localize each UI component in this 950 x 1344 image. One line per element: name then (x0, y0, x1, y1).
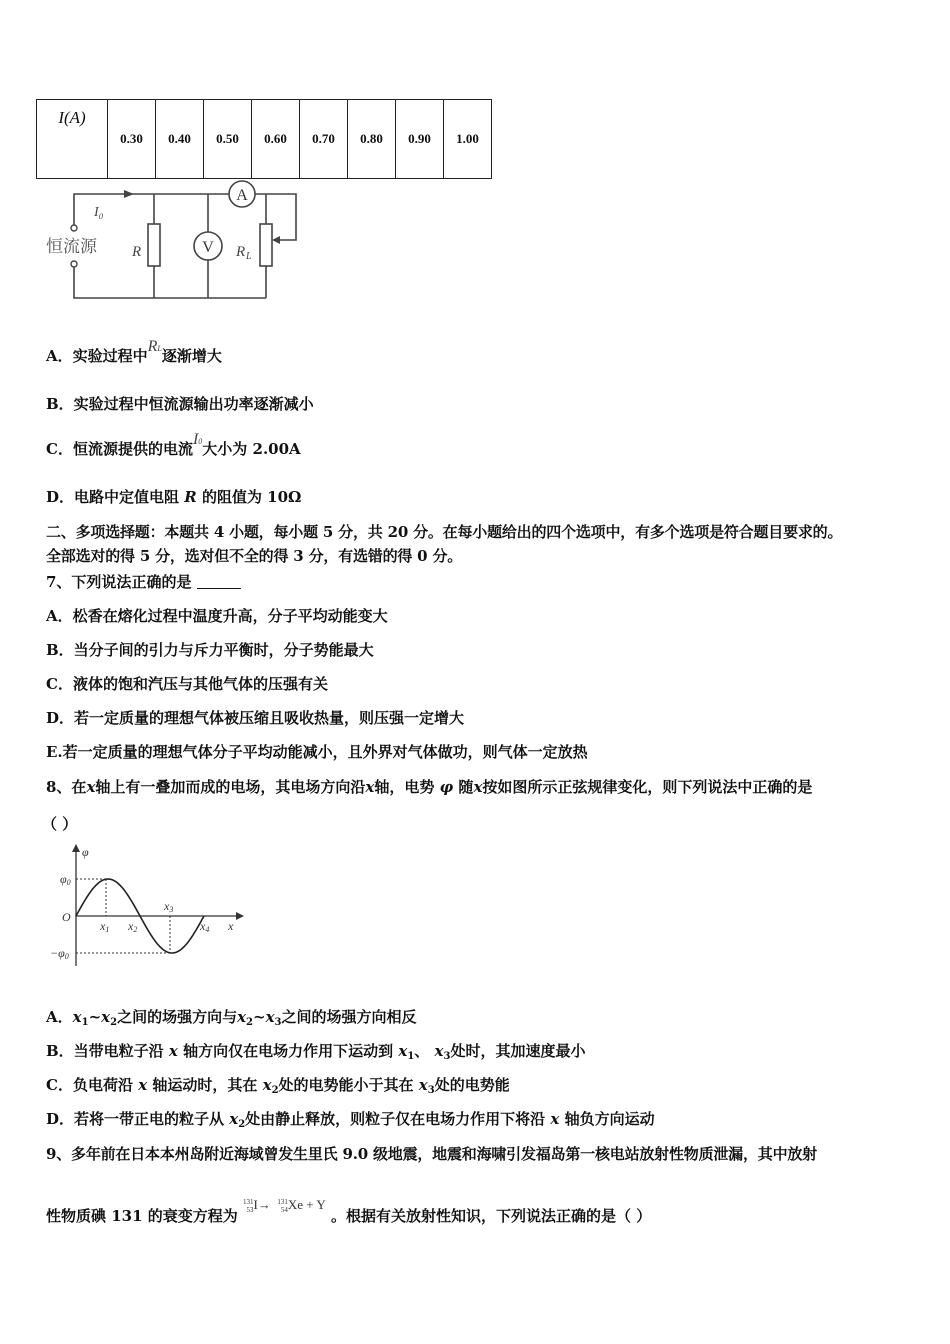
symbol-sub: 3 (274, 1017, 282, 1028)
symbol-x: x (138, 1076, 148, 1094)
question-text: 随 (458, 778, 474, 796)
table-cell: 0.70 (300, 100, 348, 179)
q7-option-a: A．松香在熔化过程中温度升高，分子平均动能变大 (46, 607, 388, 625)
nuclide-i131 (243, 1198, 254, 1214)
symbol-sub: 3 (443, 1051, 451, 1062)
circuit-diagram (40, 176, 310, 306)
table-cell: 0.50 (204, 100, 252, 179)
q7-option-e: E.若一定质量的理想气体分子平均动能减小，且外界对气体做功，则气体一定放热 (46, 743, 588, 761)
symbol-tilde: ~ (88, 1008, 102, 1026)
q7-option-b: B．当分子间的引力与斥力平衡时，分子势能最大 (46, 641, 374, 659)
option-text: 轴方向仅在电场力作用下运动到 (183, 1042, 394, 1060)
x-axis-arrow-icon (236, 912, 244, 920)
option-text: 、 (414, 1042, 430, 1060)
neg-phi0-label: −φ0 (50, 946, 69, 961)
atomic-number: 54 (280, 1206, 288, 1215)
origin-label: O (62, 910, 71, 924)
symbol-phi: φ (439, 778, 454, 796)
question-text: 轴，电势 (374, 778, 435, 796)
x4-label: x4 (200, 919, 210, 934)
q7-stem (46, 571, 241, 592)
current-data-table (36, 99, 492, 179)
table-cell: 1.00 (444, 100, 492, 179)
table-row (37, 100, 492, 179)
resistor-label: R (132, 244, 142, 260)
symbol-sub: 2 (271, 1085, 279, 1096)
symbol-x: x (168, 1042, 178, 1060)
option-text: 轴负方向运动 (564, 1110, 655, 1128)
option-text: A． (46, 1008, 73, 1026)
x-axis-label: x (228, 919, 234, 933)
q6-option-c (46, 431, 301, 459)
q8-option-b (46, 1040, 585, 1062)
terminal-icon (71, 261, 77, 267)
q7-option-c: C．液体的饱和汽压与其他气体的压强有关 (46, 675, 328, 693)
symbol-i0: I (192, 431, 199, 448)
q7-option-d: D．若一定质量的理想气体被压缩且吸收热量，则压强一定增大 (46, 709, 465, 727)
symbol-x: x (229, 1110, 239, 1128)
symbol-sub: 2 (238, 1119, 246, 1130)
option-text: 逐渐增大 (161, 347, 222, 365)
option-text: C．负电荷沿 (46, 1076, 133, 1094)
q8-option-d (46, 1108, 655, 1130)
symbol-sub: 2 (110, 1017, 118, 1028)
option-text: 处的电势能小于其在 (278, 1076, 414, 1094)
decay-equation (243, 1197, 326, 1214)
symbol-x: x (434, 1042, 444, 1060)
option-text: 轴运动时，其在 (152, 1076, 258, 1094)
symbol-x: x (101, 1008, 111, 1026)
phi0-label: φ0 (60, 872, 71, 887)
symbol-x: x (550, 1110, 560, 1128)
table-cell: 0.90 (396, 100, 444, 179)
current-arrow-icon (124, 190, 134, 198)
option-text: 大小为 2.00A (202, 440, 301, 458)
option-text: 处由静止释放，则粒子仅在电场力作用下将沿 (245, 1110, 546, 1128)
ammeter-label: A (236, 187, 248, 204)
table-cell: 0.60 (252, 100, 300, 179)
symbol-tilde: ~ (253, 1008, 266, 1026)
atomic-number: 53 (246, 1206, 254, 1215)
symbol-rl: R (147, 338, 158, 355)
x2-label: x2 (128, 919, 138, 934)
current-label: I₀ (94, 205, 104, 220)
symbol-sub: 2 (246, 1017, 253, 1028)
answer-blank[interactable] (197, 574, 241, 589)
x3-label: x3 (164, 899, 174, 914)
section2-instructions (46, 520, 926, 568)
q8-option-a (46, 1006, 417, 1028)
element-symbol: Xe + Y (287, 1197, 326, 1212)
question-text: 轴上有一叠加而成的电场，其电场方向沿 (95, 778, 366, 796)
q8-stem (46, 776, 812, 797)
symbol-sub: 0 (198, 437, 203, 446)
mass-number: 131 (243, 1198, 254, 1207)
symbol-sub: 3 (427, 1085, 435, 1096)
symbol-x: x (265, 1008, 275, 1026)
phi-axis-arrow-icon (72, 844, 80, 852)
question-text: 。根据有关放射性知识，下列说法正确的是（ ） (330, 1207, 652, 1225)
terminal-icon (71, 225, 77, 231)
x1-label: x1 (100, 919, 110, 934)
option-text: A．实验过程中 (46, 347, 148, 365)
q9-stem-line1: 9、多年前在日本本州岛附近海域曾发生里氏 9.0 级地震，地震和海啸引发福岛第一核电站放射性物质泄漏，其中放射 (46, 1145, 817, 1163)
symbol-x: x (72, 1008, 82, 1026)
instruction-line: 二、多项选择题：本题共 4 小题，每小题 5 分，共 20 分。在每小题给出的四个选项中，有多个选项是符合题目要求的。 (46, 523, 843, 541)
symbol-r: R (184, 488, 197, 506)
symbol-x: x (418, 1076, 428, 1094)
q8-option-c (46, 1074, 510, 1096)
option-text: C．恒流源提供的电流 (46, 440, 193, 458)
voltmeter-label: V (202, 239, 214, 256)
q6-option-a (46, 338, 222, 366)
phi-axis-label: φ (82, 845, 89, 859)
option-text: B．当带电粒子沿 (46, 1042, 164, 1060)
question-text: 按如图所示正弦规律变化，则下列说法中正确的是 (482, 778, 813, 796)
symbol-x: x (365, 778, 375, 796)
q6-option-b: B．实验过程中恒流源输出功率逐渐减小 (46, 395, 314, 413)
symbol-sub: 1 (81, 1017, 89, 1028)
q9-stem-line2 (46, 1197, 652, 1226)
option-text: 之间的场强方向相反 (281, 1008, 417, 1026)
option-text: D．若将一带正电的粒子从 (46, 1110, 225, 1128)
symbol-sub: 1 (407, 1051, 415, 1062)
q8-paren: （ ） (42, 815, 78, 833)
symbol-x: x (262, 1076, 272, 1094)
table-header-cell: I(A) (37, 100, 108, 179)
load-label: R (236, 244, 246, 260)
table-cell: 0.80 (348, 100, 396, 179)
question-text: 性物质碘 131 的衰变方程为 (46, 1207, 238, 1225)
instruction-line: 全部选对的得 5 分，选对但不全的得 3 分，有选错的得 0 分。 (46, 547, 463, 565)
q6-option-d (46, 486, 301, 507)
potential-graph (44, 842, 254, 972)
symbol-x: x (237, 1008, 247, 1026)
symbol-x: x (86, 778, 96, 796)
question-text: 7、下列说法正确的是 (46, 573, 192, 591)
arrow-icon: → (257, 1197, 271, 1212)
nuclide-xe131 (277, 1198, 288, 1214)
option-text: 处时，其加速度最小 (450, 1042, 586, 1060)
option-text: 的阻值为 10Ω (201, 488, 302, 506)
option-text: 之间的场强方向与 (117, 1008, 238, 1026)
resistor-r (148, 224, 160, 266)
question-text: 8、在 (46, 778, 87, 796)
option-text: D．电路中定值电阻 (46, 488, 180, 506)
load-sub-label: L (246, 251, 252, 262)
table-cell: 0.30 (108, 100, 156, 179)
source-label: 恒流源 (46, 237, 97, 257)
element-symbol: I (253, 1197, 258, 1212)
symbol-x: x (398, 1042, 408, 1060)
slider-arrow-icon (272, 236, 280, 244)
rheostat-rl (260, 224, 272, 266)
symbol-x: x (473, 778, 483, 796)
symbol-sub: L (157, 344, 162, 353)
option-text: 处的电势能 (434, 1076, 510, 1094)
mass-number: 131 (277, 1198, 288, 1207)
table-cell: 0.40 (156, 100, 204, 179)
